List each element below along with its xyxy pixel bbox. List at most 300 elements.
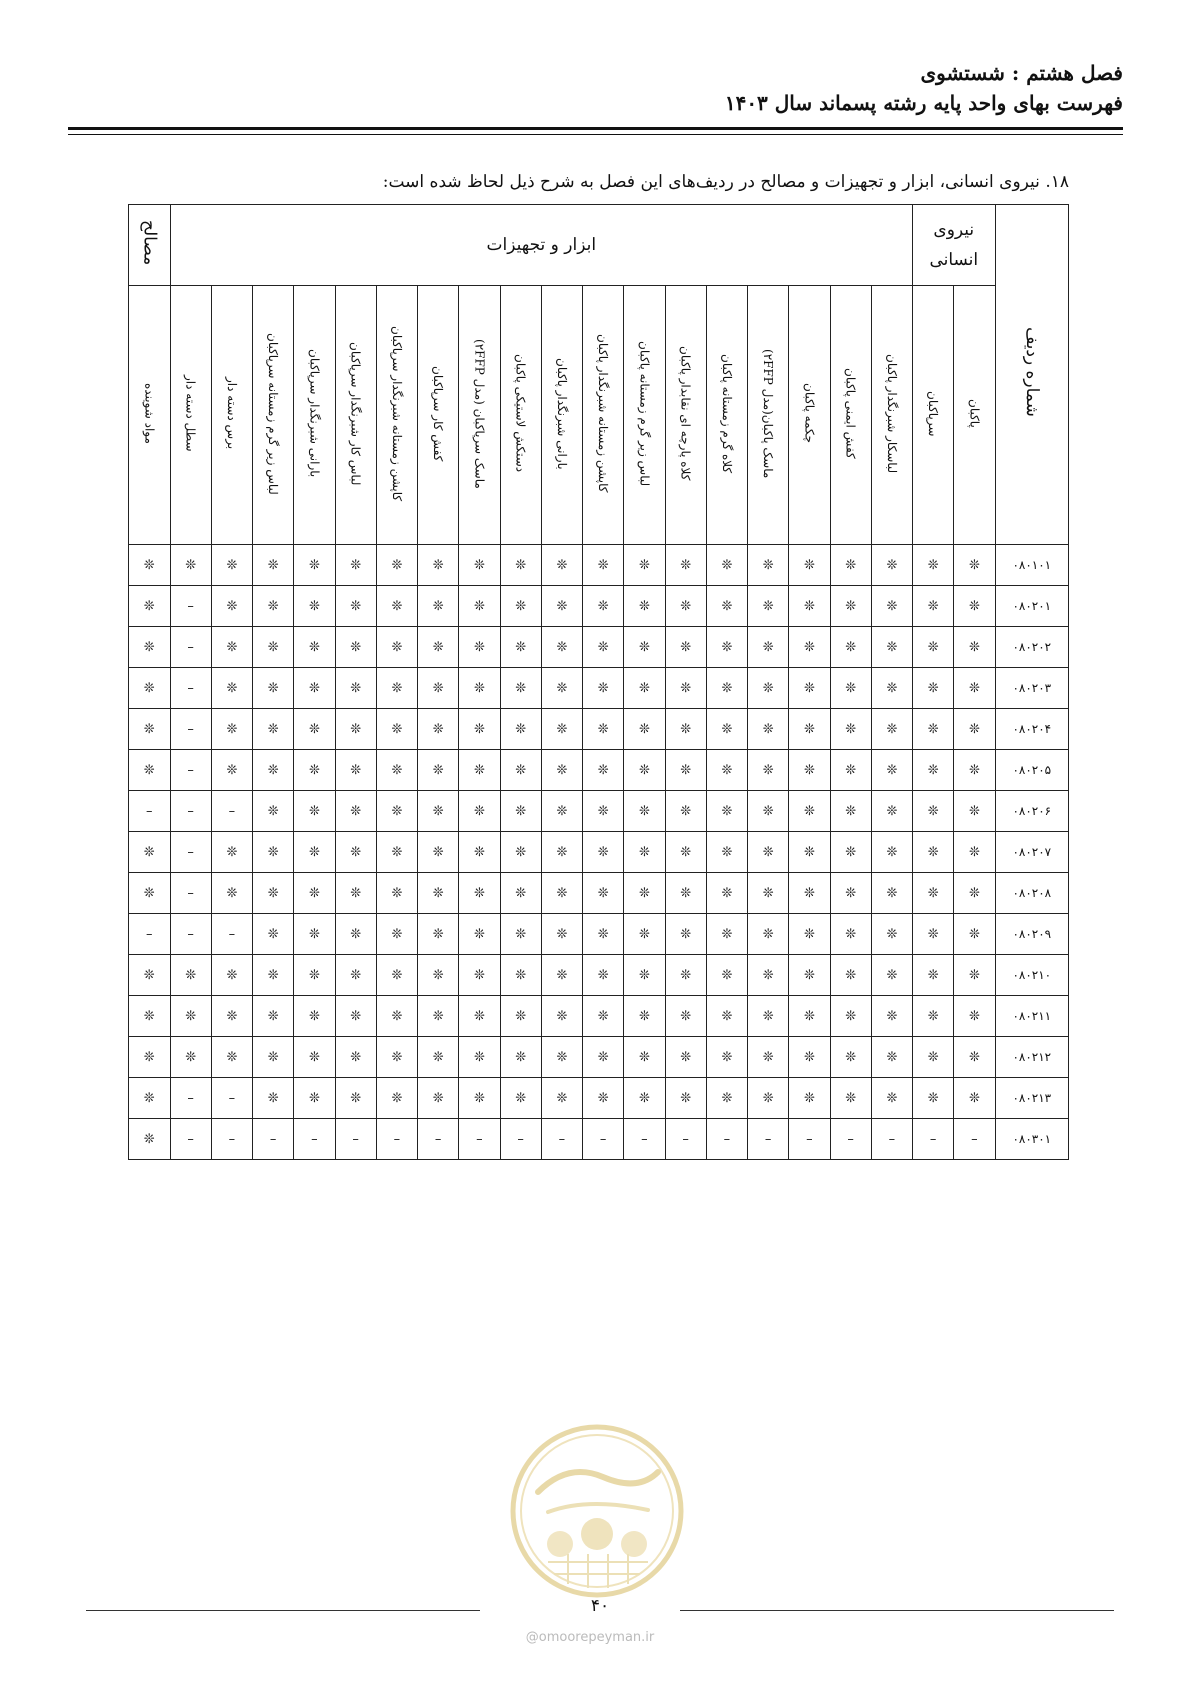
table-row [129,627,1069,668]
table-cell: ❊ [706,668,747,709]
table-cell: ❊ [294,832,335,873]
table-cell: ❊ [253,914,294,955]
group-header-tools: ابزار و تجهیزات [170,205,913,286]
table-cell: ❊ [748,1078,789,1119]
table-cell: ❊ [789,1078,830,1119]
table-cell: ❊ [583,996,624,1037]
row-number: ۰۸۰۲۱۲ [995,1037,1068,1078]
column-header: لباس زیر گرم زمستانه پاکبان [624,286,665,545]
table-cell: ❊ [583,545,624,586]
table-cell: ❊ [665,996,706,1037]
table-cell: ❊ [665,1037,706,1078]
table-cell: ❊ [253,1078,294,1119]
table-cell: ❊ [418,996,459,1037]
table-cell: ❊ [418,955,459,996]
table-cell: ❊ [541,750,582,791]
table-row [129,914,1069,955]
table-cell: ❊ [459,709,500,750]
table-cell: ❊ [583,873,624,914]
table-cell: ❊ [665,1078,706,1119]
table-cell: ❊ [913,586,954,627]
table-cell: – [170,914,211,955]
table-cell: ❊ [871,996,912,1037]
table-cell: ❊ [954,873,995,914]
column-header: ماسک سرپاکبان (مدل ۲FFP) [459,286,500,545]
table-cell: ❊ [871,668,912,709]
table-cell: ❊ [706,545,747,586]
table-row [129,791,1069,832]
table-cell: – [541,1119,582,1160]
document-title: فهرست بهای واحد پایه رشته پسماند سال ۱۴۰۳ [724,91,1123,115]
group-header-materials: مصالح [129,205,171,286]
table-cell: ❊ [871,545,912,586]
table-cell: ❊ [541,996,582,1037]
table-cell: ❊ [500,1037,541,1078]
table-cell: ❊ [954,586,995,627]
table-cell: ❊ [665,914,706,955]
table-cell: ❊ [789,709,830,750]
table-cell: – [170,750,211,791]
table-row [129,709,1069,750]
table-cell: ❊ [583,709,624,750]
table-cell: ❊ [294,545,335,586]
intro-paragraph: ۱۸. نیروی انسانی، ابزار و تجهیزات و مصالح در ردیف‌های این فصل به شرح ذیل لحاظ شده است: [382,172,1069,192]
column-header: بارانی شبرنگدار پاکبان [541,286,582,545]
column-header: کاپشن زمستانه شبرنگدار سرپاکبان [376,286,417,545]
table-cell: ❊ [459,545,500,586]
table-cell: ❊ [459,791,500,832]
table-cell: ❊ [500,1078,541,1119]
table-cell: ❊ [583,791,624,832]
table-cell: ❊ [954,914,995,955]
table-cell: ❊ [830,1037,871,1078]
table-cell: ❊ [376,955,417,996]
table-cell: ❊ [541,586,582,627]
table-cell: ❊ [335,545,376,586]
table-cell: ❊ [253,750,294,791]
table-cell: ❊ [253,955,294,996]
footer-rule-left [86,1610,480,1611]
row-number: ۰۸۰۲۰۴ [995,709,1068,750]
table-cell: ❊ [706,586,747,627]
table-cell: ❊ [706,955,747,996]
footer-rule-right [680,1610,1114,1611]
table-row [129,955,1069,996]
table-cell: ❊ [748,1037,789,1078]
table-cell: ❊ [706,914,747,955]
table-cell: ❊ [789,955,830,996]
table-cell: – [913,1119,954,1160]
row-number: ۰۸۰۲۰۹ [995,914,1068,955]
table-cell: – [500,1119,541,1160]
table-cell: ❊ [541,709,582,750]
table-row [129,832,1069,873]
row-number-header: شماره ردیف [995,205,1068,545]
table-cell: ❊ [500,627,541,668]
table-cell: ❊ [500,955,541,996]
table-cell: ❊ [913,709,954,750]
table-cell: ❊ [583,668,624,709]
table-row [129,996,1069,1037]
table-cell: ❊ [459,586,500,627]
table-cell: ❊ [665,873,706,914]
table-cell: ❊ [624,873,665,914]
table-cell: – [211,1078,252,1119]
table-cell: – [789,1119,830,1160]
table-cell: ❊ [418,873,459,914]
table-cell: ❊ [583,955,624,996]
table-cell: ❊ [294,1037,335,1078]
table-cell: ❊ [541,1037,582,1078]
table-cell: – [253,1119,294,1160]
table-cell: ❊ [376,832,417,873]
table-row [129,586,1069,627]
table-row [129,668,1069,709]
table-cell: ❊ [418,627,459,668]
table-cell: ❊ [748,791,789,832]
table-cell: – [129,791,171,832]
table-cell: ❊ [665,668,706,709]
table-cell: ❊ [500,873,541,914]
table-cell: ❊ [789,873,830,914]
table-cell: ❊ [830,1078,871,1119]
table-cell: ❊ [583,832,624,873]
table-cell: ❊ [789,750,830,791]
table-cell: ❊ [830,586,871,627]
table-cell: ❊ [624,832,665,873]
table-cell: ❊ [541,627,582,668]
table-cell: ❊ [913,996,954,1037]
table-cell: ❊ [871,709,912,750]
table-cell: ❊ [418,750,459,791]
column-header: کاپشن زمستانه شبرنگدار پاکبان [583,286,624,545]
table-cell: ❊ [541,955,582,996]
table-cell: ❊ [335,832,376,873]
table-cell: ❊ [335,955,376,996]
table-cell: ❊ [211,750,252,791]
row-number: ۰۸۰۱۰۱ [995,545,1068,586]
table-cell: ❊ [335,750,376,791]
table-cell: ❊ [294,996,335,1037]
table-cell: ❊ [954,750,995,791]
row-number: ۰۸۰۲۱۰ [995,955,1068,996]
table-cell: ❊ [129,709,171,750]
table-cell: ❊ [294,955,335,996]
table-cell: ❊ [830,955,871,996]
table-cell: ❊ [211,955,252,996]
table-cell: ❊ [789,627,830,668]
table-cell: ❊ [129,627,171,668]
table-cell: ❊ [500,750,541,791]
table-cell: ❊ [789,832,830,873]
table-cell: ❊ [665,832,706,873]
table-cell: ❊ [211,996,252,1037]
column-header: دستکش لاستیکی پاکبان [500,286,541,545]
row-number: ۰۸۰۲۰۷ [995,832,1068,873]
table-cell: ❊ [335,668,376,709]
table-cell: ❊ [294,668,335,709]
table-cell: ❊ [706,709,747,750]
table-cell: ❊ [129,586,171,627]
table-cell: – [665,1119,706,1160]
table-cell: – [170,709,211,750]
table-cell: ❊ [706,832,747,873]
table-cell: ❊ [871,627,912,668]
table-cell: ❊ [541,832,582,873]
row-number: ۰۸۰۲۰۶ [995,791,1068,832]
table-row [129,1078,1069,1119]
table-cell: ❊ [459,955,500,996]
table-cell: ❊ [335,873,376,914]
table-cell: ❊ [294,627,335,668]
table-cell: ❊ [748,668,789,709]
resources-table [128,204,1069,1160]
table-cell: ❊ [459,627,500,668]
table-cell: ❊ [294,873,335,914]
table-cell: ❊ [583,586,624,627]
table-cell: ❊ [541,668,582,709]
table-cell: ❊ [913,1078,954,1119]
table-cell: ❊ [129,955,171,996]
table-cell: ❊ [913,832,954,873]
table-cell: ❊ [500,709,541,750]
table-cell: ❊ [294,709,335,750]
table-cell: ❊ [583,627,624,668]
table-cell: ❊ [954,1037,995,1078]
table-cell: ❊ [211,709,252,750]
column-header: پاکبان [954,286,995,545]
table-cell: ❊ [706,873,747,914]
table-cell: – [459,1119,500,1160]
table-cell: ❊ [500,545,541,586]
table-cell: ❊ [624,1078,665,1119]
table-cell: ❊ [624,791,665,832]
table-cell: ❊ [418,709,459,750]
table-cell: – [170,873,211,914]
table-cell: – [170,668,211,709]
table-cell: – [211,1119,252,1160]
table-cell: ❊ [624,1037,665,1078]
row-number: ۰۸۰۲۰۱ [995,586,1068,627]
column-header: بارانی شبرنگدار سرپاکبان [294,286,335,545]
column-header: کلاه پارچه ای نقابدار پاکبان [665,286,706,545]
table-cell: ❊ [335,627,376,668]
table-cell: ❊ [253,586,294,627]
table-cell: ❊ [913,668,954,709]
table-cell: ❊ [624,996,665,1037]
page-number: ۴۰ [590,1596,610,1616]
table-cell: ❊ [830,709,871,750]
table-cell: ❊ [211,545,252,586]
table-cell: ❊ [335,791,376,832]
table-cell: ❊ [871,791,912,832]
table-cell: ❊ [294,791,335,832]
row-number: ۰۸۰۳۰۱ [995,1119,1068,1160]
table-cell: – [418,1119,459,1160]
table-cell: ❊ [129,1037,171,1078]
table-row [129,545,1069,586]
table-cell: ❊ [500,668,541,709]
table-cell: ❊ [253,545,294,586]
table-cell: ❊ [624,668,665,709]
table-cell: ❊ [418,791,459,832]
table-cell: ❊ [871,955,912,996]
table-cell: ❊ [789,586,830,627]
table-cell: – [583,1119,624,1160]
table-cell: ❊ [253,996,294,1037]
column-header: برس دسته دار [211,286,252,545]
row-number: ۰۸۰۲۰۵ [995,750,1068,791]
table-cell: ❊ [376,709,417,750]
table-cell: ❊ [748,709,789,750]
table-cell: ❊ [418,545,459,586]
table-cell: ❊ [830,627,871,668]
table-cell: ❊ [253,791,294,832]
table-cell: ❊ [830,668,871,709]
table-cell: ❊ [665,709,706,750]
table-cell: ❊ [624,955,665,996]
table-cell: ❊ [954,791,995,832]
table-cell: ❊ [376,873,417,914]
table-cell: – [706,1119,747,1160]
table-cell: ❊ [830,545,871,586]
table-cell: ❊ [954,832,995,873]
row-number: ۰۸۰۲۰۲ [995,627,1068,668]
column-header: کفش کار سرپاکبان [418,286,459,545]
table-cell: ❊ [129,1119,171,1160]
table-cell: ❊ [335,1037,376,1078]
table-cell: ❊ [211,668,252,709]
table-cell: – [129,914,171,955]
table-cell: ❊ [954,996,995,1037]
table-cell: ❊ [170,955,211,996]
table-cell: ❊ [376,750,417,791]
table-cell: ❊ [706,996,747,1037]
table-cell: ❊ [583,750,624,791]
table-cell: ❊ [500,586,541,627]
table-cell: ❊ [706,791,747,832]
table-cell: ❊ [376,914,417,955]
table-cell: ❊ [830,791,871,832]
table-cell: ❊ [830,914,871,955]
table-cell: ❊ [418,668,459,709]
table-cell: ❊ [789,1037,830,1078]
table-cell: ❊ [294,586,335,627]
table-cell: ❊ [583,1037,624,1078]
table-cell: ❊ [748,627,789,668]
table-cell: ❊ [665,627,706,668]
table-cell: ❊ [253,627,294,668]
table-cell: ❊ [418,914,459,955]
table-cell: ❊ [789,996,830,1037]
table-cell: ❊ [129,873,171,914]
table-cell: ❊ [211,1037,252,1078]
table-cell: ❊ [418,586,459,627]
table-cell: ❊ [294,750,335,791]
table-cell: ❊ [954,627,995,668]
table-cell: ❊ [954,955,995,996]
table-row [129,873,1069,914]
table-cell: ❊ [954,1078,995,1119]
table-cell: ❊ [624,545,665,586]
table-cell: – [954,1119,995,1160]
table-cell: ❊ [335,914,376,955]
table-cell: ❊ [376,1037,417,1078]
table-cell: ❊ [418,832,459,873]
table-cell: ❊ [830,996,871,1037]
table-cell: ❊ [706,1037,747,1078]
table-cell: ❊ [541,1078,582,1119]
chapter-title: فصل هشتم : شستشوی [920,61,1123,85]
table-cell: ❊ [624,586,665,627]
table-cell: ❊ [253,1037,294,1078]
table-cell: ❊ [129,750,171,791]
table-cell: ❊ [459,832,500,873]
table-cell: ❊ [459,668,500,709]
table-cell: ❊ [871,1037,912,1078]
table-cell: ❊ [748,914,789,955]
website-watermark: @omoorepeyman.ir [525,1630,655,1645]
table-cell: ❊ [129,545,171,586]
table-cell: ❊ [335,1078,376,1119]
table-cell: ❊ [748,750,789,791]
table-cell: ❊ [913,791,954,832]
table-cell: ❊ [913,750,954,791]
table-cell: ❊ [748,545,789,586]
table-row [129,1037,1069,1078]
table-cell: ❊ [459,873,500,914]
table-cell: ❊ [954,668,995,709]
row-number: ۰۸۰۲۰۳ [995,668,1068,709]
table-cell: ❊ [913,545,954,586]
table-cell: ❊ [376,627,417,668]
column-header: ماسک پاکبان(مدل ۲FFP) [748,286,789,545]
table-cell: ❊ [376,586,417,627]
column-header: لباس زیر گرم زمستانه سرپاکبان [253,286,294,545]
table-cell: ❊ [871,914,912,955]
table-cell: – [170,791,211,832]
table-cell: ❊ [253,873,294,914]
table-cell: ❊ [129,832,171,873]
table-cell: ❊ [500,914,541,955]
table-cell: ❊ [706,750,747,791]
table-cell: ❊ [871,586,912,627]
table-cell: ❊ [830,750,871,791]
table-cell: ❊ [294,914,335,955]
column-header: لباسکار شبرنگدار پاکبان [871,286,912,545]
column-header: لباس کار شبرنگدار سرپاکبان [335,286,376,545]
table-cell: ❊ [376,791,417,832]
table-cell: ❊ [624,627,665,668]
table-cell: ❊ [789,545,830,586]
column-header: کلاه گرم زمستانه پاکبان [706,286,747,545]
table-cell: ❊ [459,996,500,1037]
table-cell: ❊ [459,750,500,791]
page-header [68,58,1123,118]
table-cell: ❊ [376,1078,417,1119]
column-header: مواد شوینده [129,286,171,545]
table-cell: ❊ [665,750,706,791]
table-cell: ❊ [871,750,912,791]
table-cell: ❊ [624,914,665,955]
table-cell: ❊ [211,832,252,873]
table-cell: – [294,1119,335,1160]
table-cell: – [170,627,211,668]
table-cell: ❊ [665,791,706,832]
table-cell: ❊ [706,627,747,668]
table-cell: ❊ [253,832,294,873]
table-cell: ❊ [706,1078,747,1119]
